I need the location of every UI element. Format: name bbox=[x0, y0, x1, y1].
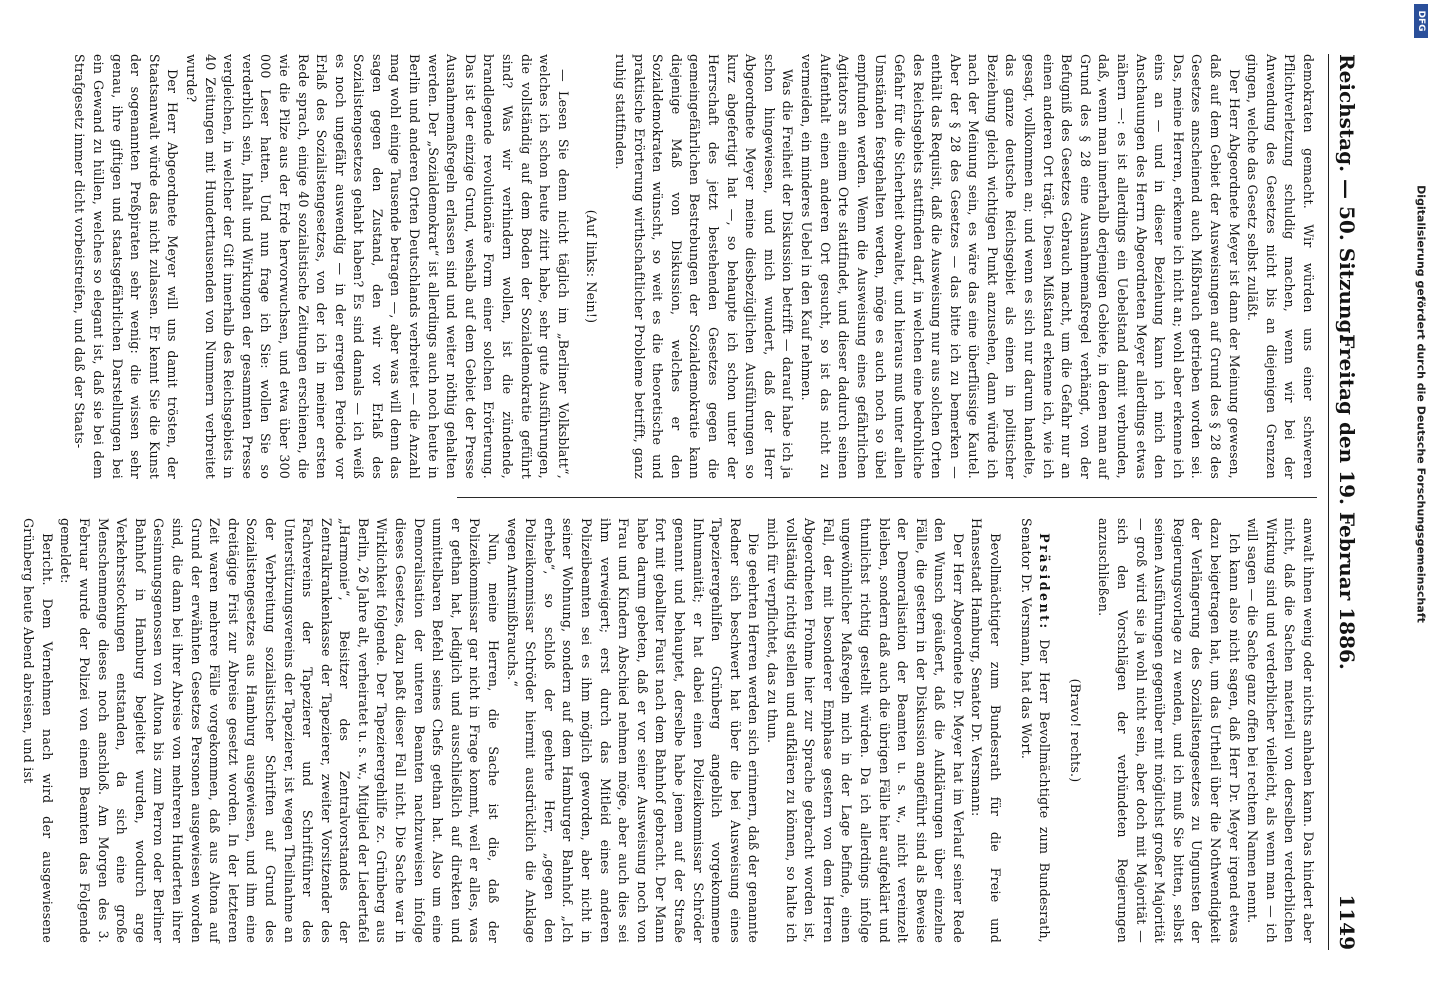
paragraph: anwalt ihnen wenig oder nichts anhaben kann. Das hindert aber nicht, daß die Sachen materiell von derselben verderblichen Wirkung sind und verderblicher vielleicht, als wenn man — ich will sagen — die Sache ganz offen bei rechtem Namen nennt. bbox=[1245, 518, 1316, 943]
paragraph: Die geehrten Herren werden sich erinnern, daß der genannte Redner sich beschwert hat über die bei Ausweisung eines Tapezierergehilfen Grünberg angeblich vorgekommene Inhumanität; er hat dabei einen Polizeikommissar Schröder genannt und behauptet, derselbe habe jenem auf der Straße fort mit geballter Faust nach dem Bahnhof gebracht. Der Mann habe darum gebeten, daß er vor seiner Ausweisung noch von Frau und Kindern Abschied nehmen möge, aber auch dies sei ihm verweigert; erst durch das Mitleid eines anderen Polizeibeamten sei es ihm möglich geworden, aber nicht in seiner Wohnung, sondern auf dem Hamburger Bahnhof. „Ich erhebe“, so schloß der geehrte Herr, „gegen den Polizeikommissar Schröder hiermit ausdrücklich die Anklage wegen Amtsmißbrauchs.“ bbox=[504, 518, 762, 943]
paragraph: — Lesen Sie denn nicht täglich im „Berliner Volksblatt“, welches ich schon heute zitirt habe, sehr gute Ausführungen, die vollständig auf dem Boden der Sozialdemokratie geführt sind? Was wir verhindern wollen, ist die zündende, brandlegende revolutionäre Form einer solchen Erörterung. Das ist der einzige Grund, weshalb auf dem Gebiet der Presse Ausnahmemaßregeln erlassen sind und weiter nöthig gehalten werden. Der „Sozialdemokrat“ ist allerdings auch noch heute in Berlin und anderen Orten Deutschlands verbreitet — die Anzahl mag wohl einige Tausende betragen —, aber was will denn das sagen gegen den Zustand, den wir vor Erlaß des Sozialistengesetzes gehabt haben? Es sind damals — ich weiß es noch ungefähr auswendig — in der erregten Periode vor Erlaß des Sozialistengesetzes, von der ich in meiner ersten Rede sprach, einige 40 sozialistische Zeitungen erschienen, die wie die Pilze aus der Erde hervorwuchsen, und etwa über 300 000 Leser hatten. Und nun frage ich Sie: wollen Sie so verderblich sein, Inhalt und Wirkungen der gesammten Presse vergleichen, in welcher der Gift innerhalb des Reichsgebiets in 40 Zeitungen mit Hunderttausenden von Nummern verbreitet wurde? bbox=[183, 54, 571, 479]
paragraph: demokraten gemacht. Wir würden uns einer schweren Pflichtverletzung schuldig machen, wenn wir bei der Anwendung des Gesetzes nicht bis an diejenigen Grenzen gingen, welche das Gesetz selbst zuläßt. bbox=[1245, 54, 1316, 479]
paragraph: Ich kann also nicht sagen, daß Herr Dr. Meyer irgend etwas dazu beigetragen hat, um das Urtheil über die Nothwendigkeit der Verlängerung des Sozialistengesetzes zu Ungunsten der Regierungsvorlage zu wenden, und ich muß Sie bitten, selbst seinen Ausführungen gegenüber mit möglichst großer Majorität — groß wird sie ja wohl nicht sein, aber doch mit Majorität — sich den Vorschlägen der verbündeten Regierungen anzuschließen. bbox=[1096, 518, 1242, 943]
header-session: Reichstag. — 50. Sitzung. bbox=[1335, 54, 1359, 341]
page-header bbox=[1328, 54, 1359, 950]
rotated-scan-page bbox=[21, 20, 1401, 980]
column-divider bbox=[457, 497, 1317, 498]
dfg-logo-text: DFG bbox=[1416, 10, 1426, 32]
left-text-column bbox=[72, 54, 1317, 479]
paragraph: Der Herr Abgeordnete Meyer will uns damit trösten, der Staatsanwalt würde das nicht zulassen. Er kennt Sie die Kunst der sogenannten Preßpiraten sehr wenig: die wissen sehr genau, ihre giftigen und staatsgefährlichen Darstellungen bei ein Gewand zu hüllen, welches so elegant ist, daß sie bei dem Strafgesetz immer dicht vorbeistreifen, und daß der Staats- bbox=[72, 54, 181, 479]
paragraph: Was die Freiheit der Diskussion betrifft — darauf habe ich ja schon hingewiesen, und mich wundert, daß der Herr Abgeordnete Meyer meine diesbezüglichen Ausführungen so kurz abgefertigt hat —, so behaupte ich schon unter der Herrschaft des jetzt bestehenden Gesetzes gegen die gemeingefährlichen Bestrebungen der Sozialdemokratie kann diejenige Maß von Diskussion, welches er den Sozialdemokraten wünscht, so weit es die theoretische und praktische Erörterung wirthschaftlicher Probleme betrifft, ganz ruhig stattfinden. bbox=[613, 54, 796, 479]
speaker-label: Präsident: bbox=[1037, 533, 1053, 631]
speaker-intro: Bevollmächtigter zum Bundesrath für die Freie und Hansestadt Hamburg, Senator Dr. Versmann: bbox=[969, 518, 1004, 943]
header-date: Freitag den 19. Februar 1886. bbox=[1335, 334, 1359, 670]
paragraph: Der Herr Abgeordnete Meyer ist dann der Meinung gewesen, daß auf dem Gebiet der Ausweisungen auf Grund des § 28 des Gesetzes anscheinend auch Mißbrauch getrieben worden sei. Das, meine Herren, erkenne ich nicht an; wohl aber erkenne ich eins an — und in dieser Beziehung kann ich mich den Anschauungen des Herrn Abgeordneten Meyer allerdings etwas nähern —: es ist allerdings ein Uebelstand damit verbunden, daß, wenn man innerhalb derjenigen Gebiete, in denen man auf Grund des § 28 eine Ausnahmemaßregel verhängt, von der Befugniß des Gesetzes Gebrauch macht, um die Gefahr nur an einen anderen Ort trägt. Diesen Mißstand erkenne ich, wie ich gesagt, vollkommen an; und wenn es sich nur darum handelte, das ganze deutsche Reichsgebiet als einen in politischer Beziehung gleich wichtigen Punkt anzusehen, dann würde ich nach der Meinung sein, es wäre das eine überflüssige Kautel. Aber der § 28 des Gesetzes — das bitte ich zu bemerken — enthält das Requisit, daß die Ausweisung nur aus solchen Orten des Reichsgebiets stattfinden darf, in welchen eine bedrohliche Gefahr für die Sicherheit obwaltet, und hieraus muß unter allen Umständen festgehalten werden, möge es auch noch so übel empfunden werden. Wenn die Ausweisung eines gefährlichen Agitators an einem Orte stattfindet, und dieser dadurch seinen Aufenthalt einen anderen Ort gesucht, so ist das nicht zu vermeiden, ein minderes Uebel in den Kauf nehmen. bbox=[798, 54, 1242, 479]
paragraph: Bericht. Dem Vernehmen nach wird der ausgewiesene Grünberg heute Abend abreisen, und ist bbox=[21, 518, 55, 943]
credit-text: Digitalisierung gefördert durch die Deutsche Forschungsgemeinschaft bbox=[1414, 185, 1428, 623]
interjection: (Auf links: Nein!) bbox=[584, 209, 600, 324]
paragraph: Nun, meine Herren, die Sache ist die, daß der Polizeikommissar gar nicht in Frage kommt, weil er alles, was er gethan hat, lediglich und ausschließlich auf direkten und unmittelbaren Befehl seines Chefs gethan hat. Also um eine Demoralisation der unteren Beamten nachzuweisen infolge dieses Gesetzes, dazu paßt dieser Fall nicht. Die Sache war in Wirklichkeit folgende. Der Tapezierergehilfe zc. Grünberg aus Berlin, 26 Jahre alt, verheiratet u. s. w., Mitglied der Liedertafel „Harmonie“, Beisitzer des Zentralvorstandes der Zentralkrankenkasse der Tapezierer, zweiter Vorsitzender des Fachvereins der Tapezierer und Schriftführer des Unterstützungsvereins der Tapezierer, ist wegen Theilnahme an der Verbreitung sozialistischer Schriften auf Grund des Sozialistengesetzes aus Hamburg ausgewiesen, und ihm eine dreitägige Frist zur Abreise gesetzt worden. In der letzteren Zeit waren mehrere Fälle vorgekommen, daß aus Altona auf Grund der erwähnten Gesetzes Personen ausgewiesen worden sind, die dann bei ihrer Abreise von mehreren Hunderten ihrer Gesinnungsgenossen von Altona bis zum Perron oder Berliner Bahnhof in Hamburg begleitet wurden, wodurch arge Verkehrsstockungen entstanden, da sich eine große Menschenmenge dieses noch anschloß. Am Morgen des 3. Februar wurde der Polizei von einem Beamten das Folgende gemeldet: bbox=[58, 518, 502, 943]
dfg-logo bbox=[1414, 4, 1428, 38]
paragraph: Der Herr Abgeordnete Dr. Meyer hat im Verlauf seiner Rede den Wunsch geäußert, daß die Aufklärungen über einzelne Fälle, die gestern in der Diskussion angeführt sind als Beweise der Demoralisation der Beamten u. s. w., nicht vereinzelt bleiben, sondern daß auch die übrigen Fälle hier aufgeklärt und thunlichst richtig gestellt würden. Da ich allerdings infolge ungewöhnlicher Maßregeln mich in der Lage befinde, einen Fall, der mit besonderer Emphase gestern von dem Herren Abgeordneten Frohme hier zur Sprache gebracht worden ist, vollständig richtig stellen und aufklären zu können, so halte ich mich für verpflichtet, das zu thun. bbox=[764, 518, 966, 943]
speaker-text: Der Herr Bevollmächtigte zum Bundesrath, Senator Dr. Versmann, hat das Wort. bbox=[1018, 518, 1053, 943]
header-page-number: 1149 bbox=[1335, 894, 1359, 950]
right-text-column bbox=[21, 518, 1317, 943]
interjection: (Bravo! rechts.) bbox=[1067, 678, 1083, 783]
digitization-credit bbox=[1410, 12, 1432, 992]
